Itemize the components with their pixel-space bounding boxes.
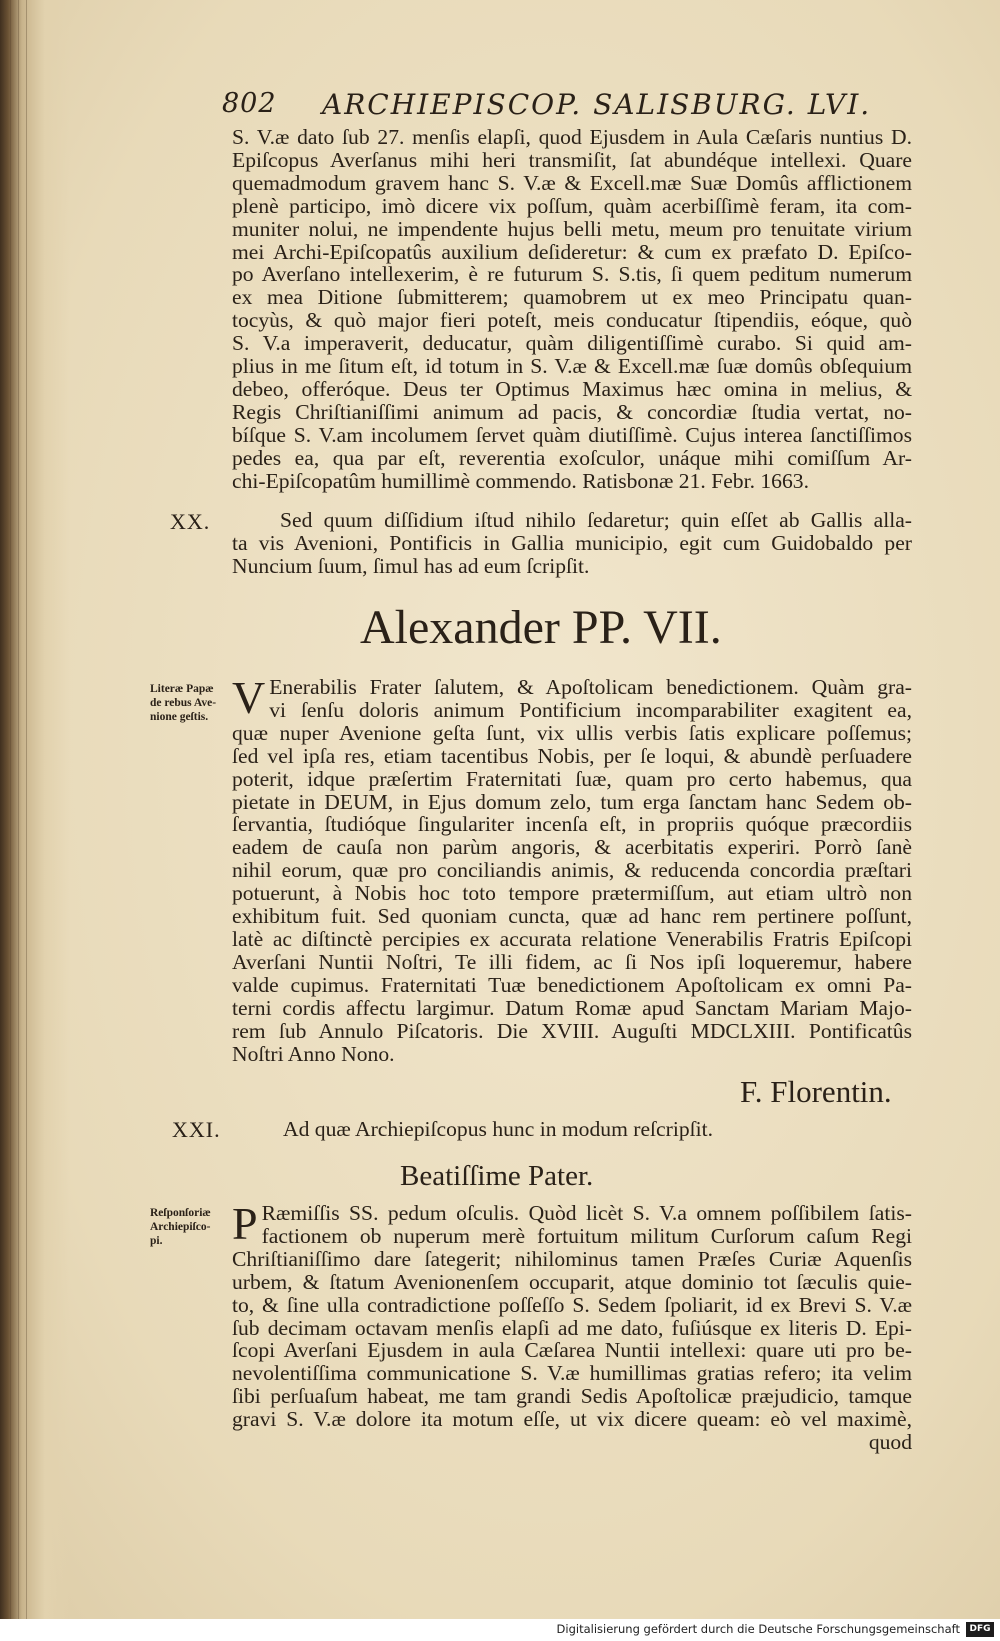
text-line: gravi S. V.æ dolore ita motum eſſe, ut vix dicere queam: eò vel maximè, bbox=[232, 1407, 912, 1432]
text-line: debeo, offeróque. Deus ter Optimus Maximus hæc omina in melius, & bbox=[232, 376, 912, 401]
text-line: bíſque S. V.am incolumem ſervet quàm diutiſſimè. Cujus interea ſanctiſſimos bbox=[232, 422, 912, 447]
section-numeral-xxi: XXI. bbox=[172, 1117, 221, 1142]
section-numeral-xx: XX. bbox=[170, 509, 211, 534]
drop-cap: V bbox=[232, 672, 266, 723]
margin-note-line: pi. bbox=[150, 1235, 163, 1247]
text-line: Enerabilis Frater ſalutem, & Apoſtolicam benedictionem. Quàm gra- bbox=[269, 675, 912, 699]
margin-note-line: Literæ Papæ bbox=[150, 683, 214, 695]
page-edge-line bbox=[10, 0, 11, 1641]
text-line: mei Archi-Epiſcopatûs auxilium deſideretur: & cum ex præfato D. Epiſco- bbox=[232, 239, 912, 264]
signature: F. Florentin. bbox=[740, 1074, 892, 1109]
text-line: Noſtri Anno Nono. bbox=[232, 1041, 395, 1066]
letter-closing-paragraph bbox=[232, 126, 912, 493]
letter-heading-alexander: Alexander PP. VII. bbox=[360, 601, 722, 654]
text-line: Epiſcopus Averſanus mihi heri transmiſit, ſat abundéque intellexi. Quare bbox=[232, 147, 912, 172]
text-line: to, & ſine ulla contradictione poſſeſſo S. Sedem ſpoliarit, id ex Brevi S. V.æ bbox=[232, 1292, 912, 1317]
section-xxi-text: Ad quæ Archiepiſcopus hunc in modum reſcripſit. bbox=[283, 1117, 714, 1141]
text-line: quæ nuper Avenione geſta ſunt, vix ullis verbis ſatis explicare poſſemus; bbox=[232, 720, 912, 745]
text-line: ſibi perſuaſum habeat, me tam grandi Sedis Apoſtolicæ præjudicio, tamque bbox=[232, 1384, 912, 1409]
text-line: valde cupimus. Fraternitati Tuæ benedictionem Apoſtolicam ex omni Pa- bbox=[232, 972, 912, 997]
catchword: quod bbox=[868, 1430, 912, 1455]
page-edge-line bbox=[18, 0, 19, 1641]
text-line: latè ac diſtinctè percipies ex accurata relatione Venerabilis Fratris Epiſcopi bbox=[232, 926, 912, 951]
response-letter-body bbox=[232, 1198, 912, 1455]
text-line: ſcopi Averſani Ejusdem in aula Cæſarea Nuntii intellexi: quare uti pro be- bbox=[232, 1338, 912, 1363]
text-line: plius in me ſitum eſt, id totum in S. V.æ & Excell.mæ ſuæ domûs obſequium bbox=[232, 354, 912, 379]
text-line: pedes ea, qua par eſt, reverentia exoſculor, unáque mihi comiſſum Ar- bbox=[232, 445, 912, 470]
text-line: muniter nolui, ne impendente hujus belli metu, meum pro tenuitate virium bbox=[232, 216, 912, 241]
letter-heading-beatissime: Beatiſſime Pater. bbox=[400, 1160, 594, 1192]
margin-note-line: de rebus Ave- bbox=[150, 697, 217, 709]
text-line: factionem ob nuperum merè fortuitum militum Curſorum caſum Regi bbox=[261, 1223, 912, 1248]
text-line: S. V.æ dato ſub 27. menſis elapſi, quod Ejusdem in Aula Cæſaris nuntius D. bbox=[232, 125, 912, 149]
text-line: urbem, & ſtatum Avenionenſem occuparit, atque dominio tot ſæculis quie- bbox=[232, 1269, 912, 1294]
text-line: S. V.a imperaverit, deducatur, quàm diligentiſſimè curabo. Si quid am- bbox=[232, 331, 912, 356]
text-line: Nuncium ſuum, ſimul has ad eum ſcripſit. bbox=[232, 553, 590, 578]
text-line: chi-Epiſcopatûm humillimè commendo. Ratisbonæ 21. Febr. 1663. bbox=[232, 468, 809, 493]
text-line: pietate in DEUM, in Ejus domum zelo, tum erga ſanctam hanc Sedem ob- bbox=[232, 789, 912, 814]
page-edge-line bbox=[26, 0, 27, 1641]
text-line: potuerunt, à Nobis hoc toto tempore prætermiſſum, aut etiam ultrò non bbox=[232, 881, 912, 906]
text-line: quemadmodum gravem hanc S. V.æ & Excell.mæ Suæ Domûs afflictionem bbox=[232, 170, 912, 195]
text-line: nevolentiſſima communicatione S. V.æ humillimas gratias refero; ita velim bbox=[232, 1361, 912, 1386]
text-line: tocyùs, & quò major fieri poteſt, meis conducatur ſtipendiis, eóque, quò bbox=[232, 308, 912, 333]
text-line: ſub decimam octavam menſis elapſi ad me dato, fuſiúsque ex literis D. Epi- bbox=[232, 1315, 912, 1340]
text-line: plenè participo, imò dicere vix poſſum, quàm acerbiſſimè feram, ita com- bbox=[232, 193, 912, 218]
text-line: poterit, idque præſertim Fraternitati ſuæ, quam pro certo habemus, qua bbox=[232, 766, 912, 791]
text-line: Regis Chriſtianiſſimi animum ad pacis, & concordiæ ſtudia vertat, no- bbox=[232, 399, 912, 424]
papal-letter-body bbox=[232, 672, 912, 1066]
text-line: Averſani Nuntii Noſtri, Te illi fidem, ac ſi Nos ipſi loqueremur, habere bbox=[232, 949, 912, 974]
margin-note-line: Reſponſoriæ bbox=[150, 1207, 211, 1219]
text-line: Sed quum diſſidium iſtud nihilo ſedaretur; quin eſſet ab Gallis alla- bbox=[280, 508, 912, 532]
margin-note-response bbox=[150, 1206, 236, 1248]
text-line: nihil eorum, quæ pro conciliandis animis, & reducenda concordia præſtari bbox=[232, 858, 912, 883]
text-line: ſed vel ipſa res, etiam tacentibus Nobis, per ſe loqui, & abundè perſuadere bbox=[232, 743, 912, 768]
text-line: terni cordis affectu largimur. Datum Romæ apud Sanctam Mariam Majo- bbox=[232, 995, 912, 1020]
drop-cap: P bbox=[232, 1198, 258, 1249]
text-line: Ræmiſſis SS. pedum oſculis. Quòd licèt S. V.a omnem poſſibilem ſatis- bbox=[261, 1201, 912, 1225]
text-line: eadem de cauſa non parùm angoris, & acerbitatis experiri. Porrò ſanè bbox=[232, 835, 912, 860]
footer-bar bbox=[0, 1619, 1000, 1641]
text-line: exhibitum fuit. Sed quoniam cuncta, quæ ad hanc rem pertinere poſſunt, bbox=[232, 904, 912, 929]
margin-note-line: nione geſtis. bbox=[150, 711, 209, 723]
running-head bbox=[222, 88, 902, 128]
margin-note-line: Archiepiſco- bbox=[150, 1221, 211, 1233]
margin-note-papal-letter bbox=[150, 682, 236, 724]
running-title: ARCHIEPISCOP. SALISBURG. LVI. bbox=[322, 88, 872, 121]
text-line: vi ſenſu doloris animum Pontificium incomparabiliter exagitent ea, bbox=[269, 697, 912, 722]
section-xx-paragraph bbox=[232, 509, 912, 578]
page-number: 802 bbox=[222, 88, 277, 119]
footer-text: Digitalisierung gefördert durch die Deutsche Forschungsgemeinschaft bbox=[556, 1622, 960, 1636]
text-line: ta vis Avenioni, Pontificis in Gallia municipio, egit cum Guidobaldo per bbox=[232, 530, 912, 555]
text-line: Chriſtianiſſimo dare ſategerit; nihilominus tamen Præſes Curiæ Aquenſis bbox=[232, 1246, 912, 1271]
text-line: ex mea Ditione ſubmitterem; quamobrem ut ex meo Principatu quan- bbox=[232, 285, 912, 310]
dfg-logo: DFG bbox=[966, 1622, 994, 1637]
text-line: ſervantia, ſtudióque ſingulariter incenſa eſt, in propriis quóque præcordiis bbox=[232, 812, 912, 837]
text-line: rem ſub Annulo Piſcatoris. Die XVIII. Auguſti MDCLXIII. Pontificatûs bbox=[232, 1018, 912, 1043]
text-line: po Averſano intellexerim, è re futurum S. S.tis, ſi quem peditum numerum bbox=[232, 262, 912, 287]
